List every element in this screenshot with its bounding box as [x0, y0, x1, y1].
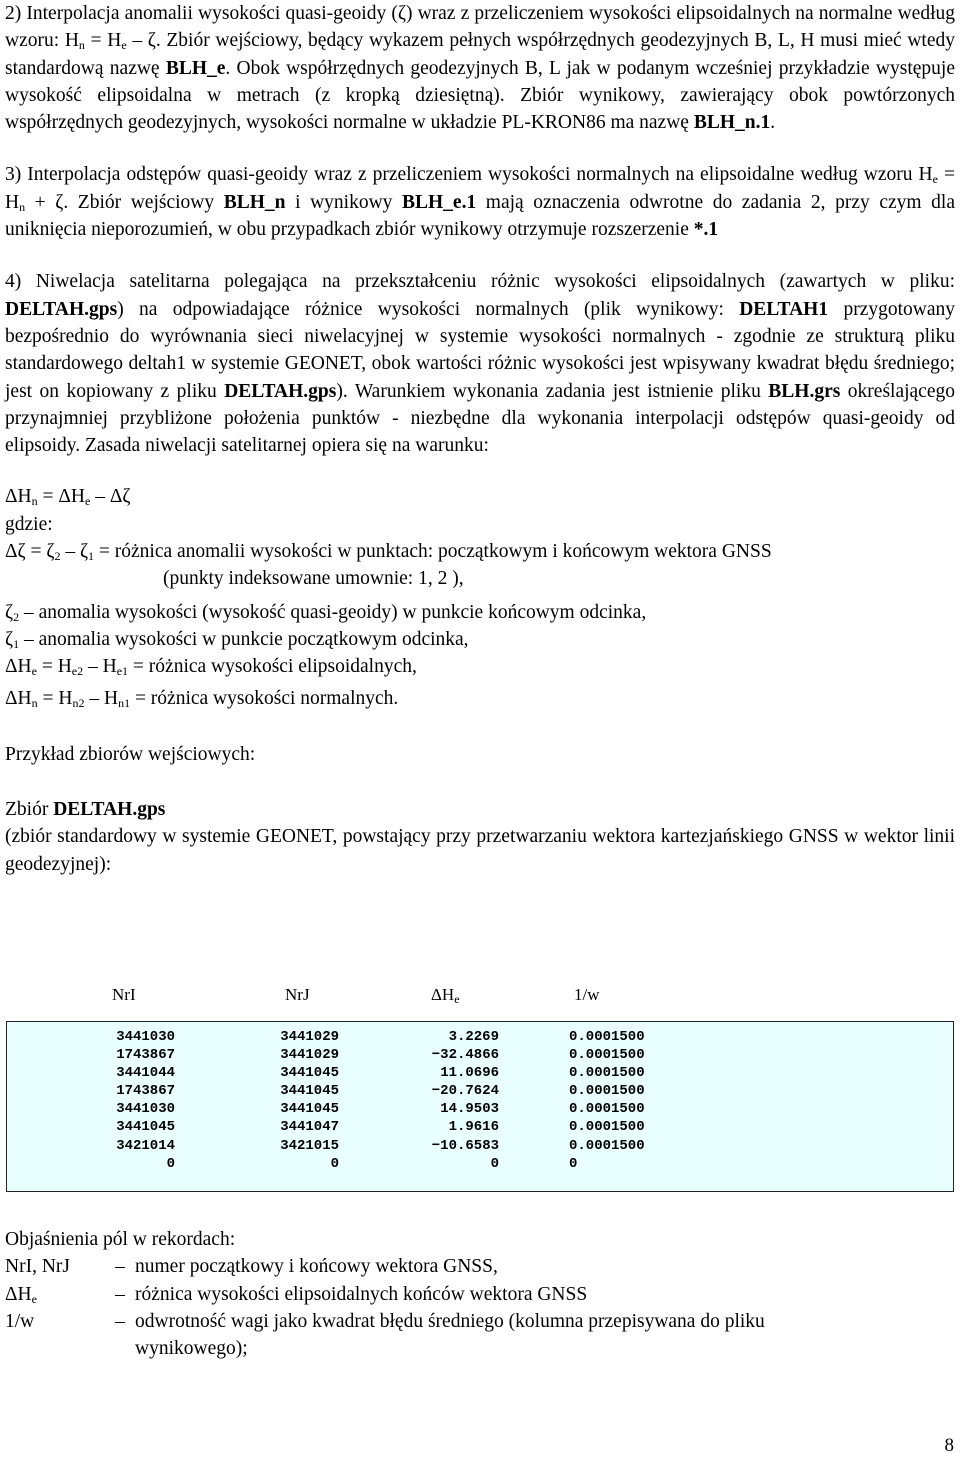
def3-text: – anomalia wysokości w punkcie początkowym odcinka, — [19, 628, 469, 650]
p4-text-a: 4) Niwelacja satelitarna polegająca na przekształceniu różnic wysokości elipsoidalnych (zawartych w pliku: — [5, 271, 955, 293]
def5-s3: n1 — [118, 695, 131, 710]
legend-section — [5, 1226, 955, 1362]
cell-nrj: 3441029 — [280, 1029, 339, 1045]
header-nrj: NrJ — [285, 985, 310, 1004]
cell-nri: 1743867 — [116, 1047, 175, 1064]
cell-nri: 3441030 — [116, 1029, 175, 1045]
table-row — [7, 1064, 953, 1082]
cell-nrj: 3441029 — [280, 1047, 339, 1064]
def3-sub: 1 — [13, 636, 20, 651]
cell-nrj: 3441045 — [280, 1101, 339, 1118]
def4-s2: e2 — [71, 664, 84, 679]
def1-sub2: 1 — [88, 549, 95, 564]
zbior-filename: DELTAH.gps — [53, 799, 166, 821]
def4-s3: e1 — [116, 664, 129, 679]
p3-sub-n: n — [19, 199, 26, 214]
cell-1w: 0.0001500 — [569, 1065, 645, 1082]
p3-sub-e: e — [932, 172, 938, 187]
p3-text-c: + ζ. Zbiór wejściowy — [25, 191, 224, 213]
def1-text: = różnica anomalii wysokości w punktach: początkowym i końcowym wektora GNSS — [94, 541, 772, 563]
p4-filename-deltah-gps: DELTAH.gps — [5, 298, 118, 320]
formula-sub-e: e — [85, 494, 91, 509]
legend-item-nri-nrj — [5, 1253, 955, 1280]
p2-sub-e: e — [121, 38, 127, 53]
p4-text-c: przygotowany bezpośrednio do wyrównania sieci niwelacyjnej w systemie wysokości normalnych - zgodnie ze strukturą pliku standardowego deltah1 w systemie GEONET, obok wartości różnic wysokości jest wpisywany kwadrat błędu średniego; jest on kopiowany z pliku — [5, 298, 955, 402]
def5-text: = różnica wysokości normalnych. — [130, 687, 399, 709]
gdzie-label: gdzie: — [5, 513, 53, 535]
example-heading: Przykład zbiorów wejściowych: — [5, 743, 256, 765]
formula-a: ΔH — [5, 486, 32, 508]
formula — [5, 483, 955, 510]
cell-1w: 0.0001500 — [569, 1047, 645, 1064]
cell-nrj: 3441047 — [280, 1119, 339, 1136]
def4-a: ΔH — [5, 656, 32, 678]
cell-nri: 0 — [166, 1155, 175, 1172]
p3-text-a: 3) Interpolacja odstępów quasi-geoidy wraz z przeliczeniem wysokości normalnych na elipsoidalne według wzoru H — [5, 164, 933, 186]
legend-dash-3: – — [115, 1310, 125, 1332]
table-rows — [7, 1028, 953, 1173]
def5-c: – H — [84, 687, 119, 709]
cell-1w: 0 — [569, 1155, 578, 1172]
cell-nri: 3421014 — [116, 1137, 175, 1154]
def5-s2: n2 — [72, 695, 85, 710]
legend-key-3: 1/w — [5, 1310, 35, 1332]
p2-text-a: 2) Interpolacja anomalii wysokości quasi-geoidy (ζ) wraz z przeliczeniem wysokości elipsoidalnych na normalne według wzoru: H — [5, 3, 955, 52]
table-row — [7, 1028, 953, 1046]
p4-filename-deltah-gps-2: DELTAH.gps — [224, 380, 337, 402]
p4-filename-deltah1: DELTAH1 — [739, 298, 829, 320]
zbior-label: Zbiór — [5, 799, 54, 821]
paragraph-4 — [5, 268, 955, 459]
p2-text-e: . — [770, 112, 776, 134]
cell-nrj: 3441045 — [280, 1083, 339, 1100]
legend-dash-1: – — [115, 1256, 125, 1278]
legend-text-1: numer początkowy i końcowy wektora GNSS, — [135, 1256, 498, 1278]
def2-sub: 2 — [13, 609, 20, 624]
header-nri: NrI — [112, 985, 136, 1004]
def2-text: – anomalia wysokości (wysokość quasi-geoidy) w punkcie końcowym odcinka, — [19, 601, 647, 623]
legend-text-3-continuation: wynikowego); — [135, 1338, 248, 1360]
p2-filename-blh-e: BLH_e — [165, 57, 226, 79]
cell-nri: 3441045 — [116, 1119, 175, 1136]
legend-heading: Objaśnienia pól w rekordach: — [5, 1229, 236, 1250]
def2-sym: ζ — [5, 601, 14, 623]
cell-delta-he: 11.0696 — [440, 1065, 499, 1082]
cell-delta-he: −20.7624 — [431, 1083, 499, 1100]
p4-text-d: ). Warunkiem wykonania zadania jest istnienie pliku — [336, 380, 769, 402]
legend-key-2-sub: e — [31, 1291, 37, 1306]
cell-delta-he: −10.6583 — [431, 1137, 499, 1154]
legend-key-2-text: ΔH — [5, 1283, 32, 1305]
def1-sub1: 2 — [54, 549, 61, 564]
zbior-description: (zbiór standardowy w systemie GEONET, powstający przy przetwarzaniu wektora kartezjańskiego GNSS w wektor linii geodezyjnej): — [5, 826, 955, 875]
cell-nri: 3441030 — [116, 1101, 175, 1118]
p2-filename-blh-n1: BLH_n.1 — [693, 112, 771, 134]
def5-b: = H — [37, 687, 73, 709]
legend-key-1: NrI, NrJ — [5, 1256, 70, 1278]
p2-sub-n: n — [78, 38, 85, 53]
cell-1w: 0.0001500 — [569, 1029, 645, 1045]
cell-1w: 0.0001500 — [569, 1083, 645, 1100]
def5-a: ΔH — [5, 687, 32, 709]
p3-text-e: mają oznaczenia odwrotne do zadania 2, przy czym dla uniknięcia nieporozumień, w obu przypadkach zbiór wynikowy otrzymuje rozszerzenie — [5, 191, 956, 241]
formula-b: = ΔH — [37, 486, 85, 508]
paragraph-3 — [5, 161, 955, 243]
document-page — [5, 0, 955, 878]
formula-c: – Δζ — [90, 486, 131, 508]
definition-delta-he — [5, 653, 955, 680]
legend-item-1w — [5, 1308, 955, 1335]
cell-1w: 0.0001500 — [569, 1137, 645, 1154]
def1-sym: Δζ = ζ — [5, 541, 55, 563]
header-delta-he — [431, 981, 460, 1008]
p3-filename-blh-e1: BLH_e.1 — [402, 191, 477, 213]
formula-sub-n: n — [31, 494, 38, 509]
legend — [5, 1226, 955, 1362]
table-row — [7, 1118, 953, 1136]
legend-item-delta-he — [5, 1281, 955, 1308]
cell-1w: 0.0001500 — [569, 1119, 645, 1136]
legend-dash-2: – — [115, 1283, 125, 1305]
header-delta-he-text: ΔH — [431, 985, 455, 1004]
definition-delta-hn — [5, 685, 955, 712]
page-number: 8 — [944, 1435, 954, 1456]
definition-zeta1 — [5, 626, 955, 653]
cell-nri: 1743867 — [116, 1083, 175, 1100]
def4-s1: e — [31, 664, 37, 679]
def4-text: = różnica wysokości elipsoidalnych, — [128, 656, 417, 678]
cell-delta-he: 14.9503 — [440, 1101, 499, 1118]
p3-filename-blh-n: BLH_n — [223, 191, 286, 213]
def1-mid: – ζ — [60, 541, 89, 563]
legend-text-3: odwrotność wagi jako kwadrat błędu średniego (kolumna przepisywana do pliku — [135, 1310, 765, 1332]
p4-filename-blh-grs: BLH.grs — [768, 380, 841, 402]
table-row — [7, 1137, 953, 1155]
def3-sym: ζ — [5, 628, 14, 650]
table-row — [7, 1100, 953, 1118]
cell-delta-he: −32.4866 — [431, 1047, 499, 1064]
cell-nrj: 3421015 — [280, 1137, 339, 1154]
cell-delta-he: 1.9616 — [448, 1119, 499, 1136]
cell-nri: 3441044 — [116, 1065, 175, 1082]
table-header — [112, 981, 632, 1005]
table-row — [7, 1155, 953, 1173]
header-1w: 1/w — [574, 985, 600, 1004]
cell-nrj: 3441045 — [280, 1065, 339, 1082]
p3-text-b: = H — [5, 164, 956, 213]
p2-text-c: – ζ. Zbiór wejściowy, będący wykazem pełnych współrzędnych geodezyjnych B, L, H musi mieć wtedy standardową nazwę — [5, 30, 955, 79]
header-delta-he-sub: e — [454, 992, 460, 1006]
definitions — [5, 538, 955, 712]
p2-text-d: . Obok współrzędnych geodezyjnych B, L jak w podanym wcześniej przykładzie występuje wysokość elipsoidalna w metrach (z kropką dziesiętną). Zbiór wynikowy, zawierający obok powtórzonych współrzędnych geodezyjnych, wysokości normalne w układzie PL-KRON86 ma nazwę — [5, 57, 955, 134]
def1-continuation: (punkty indeksowane umownie: 1, 2 ), — [163, 568, 464, 590]
definition-delta-zeta — [5, 538, 955, 565]
p4-text-e: określającego przynajmniej przybliżone położenia punktów - niezbędne dla wykonania interpolacji odstępów quasi-geoidy od elipsoidy. Zasada niwelacji satelitarnej opiera się na warunku: — [5, 380, 955, 457]
legend-key-2 — [5, 1281, 105, 1308]
p3-extension: *.1 — [693, 219, 719, 241]
cell-1w: 0.0001500 — [569, 1101, 645, 1118]
p3-text-d: i wynikowy — [285, 191, 402, 213]
table-row — [7, 1046, 953, 1064]
cell-delta-he: 0 — [490, 1155, 499, 1172]
cell-delta-he: 3.2269 — [448, 1029, 499, 1045]
definition-zeta2 — [5, 599, 955, 626]
def4-b: = H — [36, 656, 72, 678]
paragraph-2 — [5, 0, 955, 136]
legend-text-2: różnica wysokości elipsoidalnych końców wektora GNSS — [135, 1283, 588, 1305]
cell-nrj: 0 — [330, 1155, 339, 1172]
p2-text-b: = H — [84, 30, 122, 52]
p4-text-b: ) na odpowiadające różnice wysokości normalnych (plik wynikowy: — [117, 298, 740, 320]
def5-s1: n — [31, 695, 38, 710]
data-table — [6, 1021, 954, 1192]
def4-c: – H — [83, 656, 117, 678]
table-row — [7, 1082, 953, 1100]
zbior-title — [5, 796, 955, 823]
